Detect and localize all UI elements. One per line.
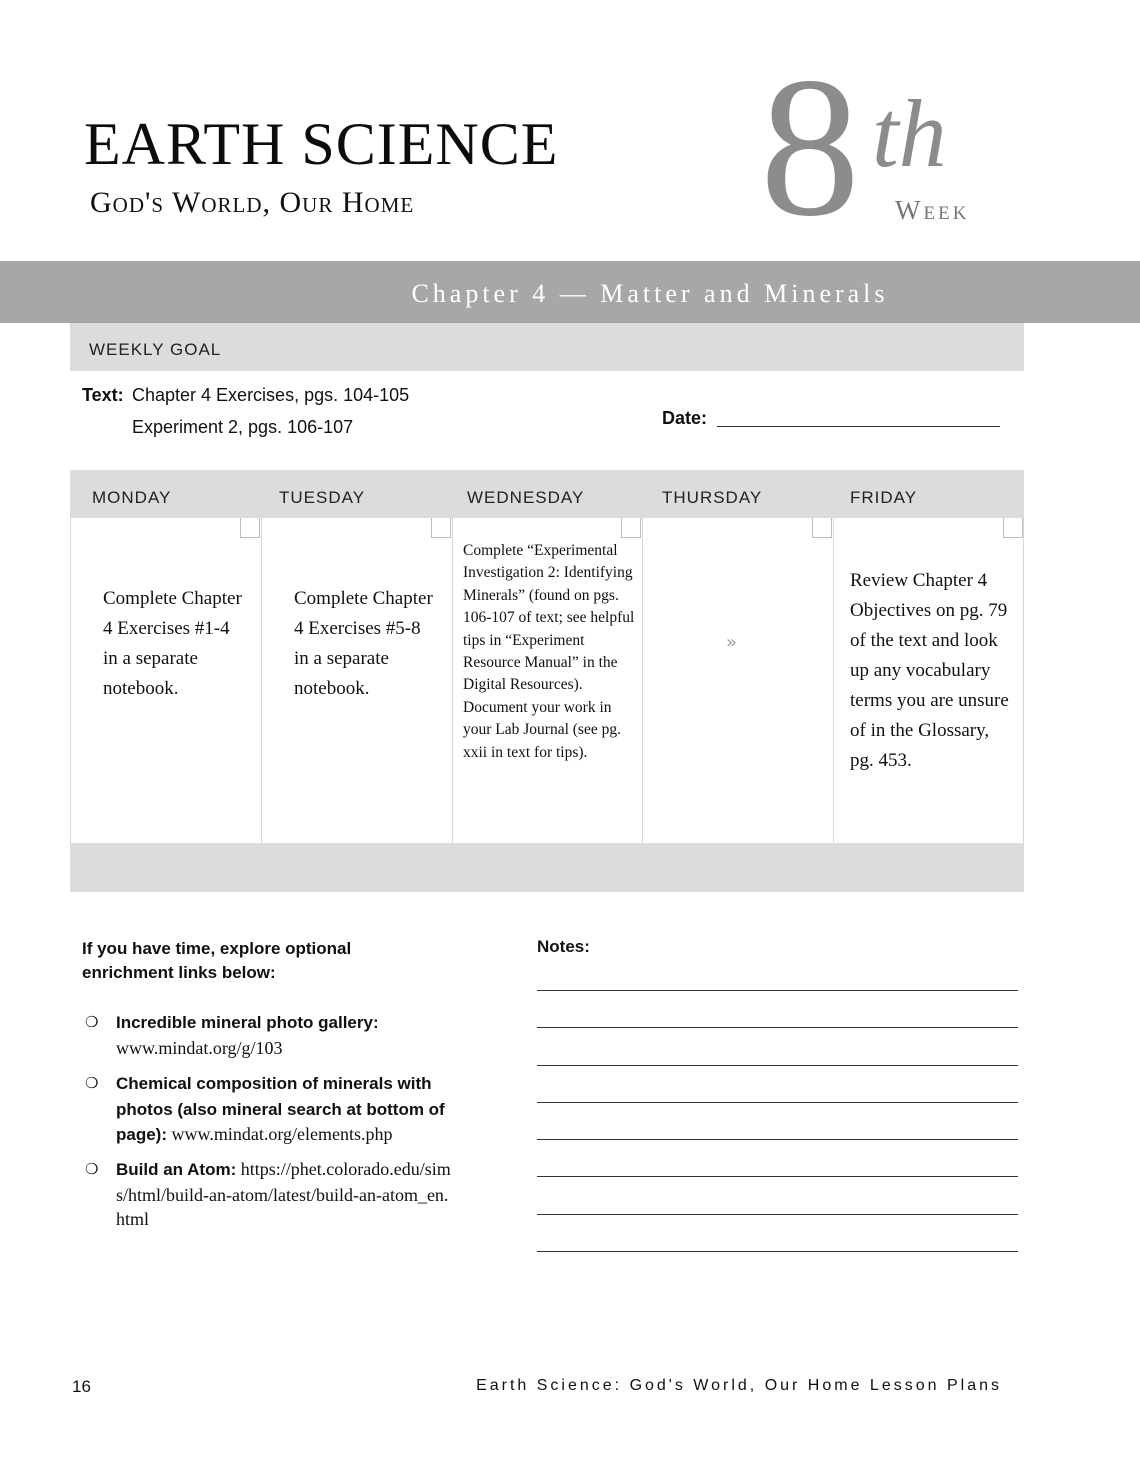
- circle-bullet-icon: ❍: [85, 1160, 99, 1178]
- wednesday-task: Complete “Experimental Investigation 2: Identifying Minerals” (found on pgs. 106-107 of text; see helpful tips in “Experiment Resource Manual” in the Digital Resources). Document your work in your Lab Journal (see pg. xxii in text for tips).: [463, 542, 635, 761]
- date-field[interactable]: [717, 426, 1000, 427]
- note-line[interactable]: [537, 1214, 1018, 1215]
- circle-bullet-icon: ❍: [85, 1013, 99, 1031]
- notes-label: Notes:: [537, 937, 590, 956]
- note-line[interactable]: [537, 1251, 1018, 1252]
- monday-task: Complete Chapter 4 Exercises #1-4 in a separate notebook.: [103, 588, 242, 699]
- date-label: Date:: [662, 408, 708, 428]
- page-subtitle: God's World, Our Home: [90, 186, 415, 219]
- week-suffix: th: [872, 80, 947, 187]
- checkbox-monday[interactable]: [240, 518, 260, 538]
- note-line[interactable]: [537, 1176, 1018, 1177]
- footer-book-title: Earth Science: God's World, Our Home Lesson Plans: [476, 1377, 1002, 1394]
- week-label: Week: [895, 195, 970, 225]
- enrichment-item-title: Build an Atom:: [116, 1160, 237, 1179]
- text-assignment-1: [132, 385, 409, 406]
- weekly-goal-label: WEEKLY GOAL: [89, 340, 222, 359]
- text-assignment-2: Experiment 2, pgs. 106-107: [132, 417, 354, 437]
- enrichment-item-link[interactable]: www.mindat.org/g/103: [116, 1037, 283, 1058]
- circle-bullet-icon: ❍: [85, 1074, 99, 1092]
- friday-task: Review Chapter 4 Objectives on pg. 79 of the text and look up any vocabulary terms you are unsure of in the Glossary, pg. 453.: [850, 570, 1009, 771]
- note-line[interactable]: [537, 1102, 1018, 1103]
- thursday-continue-icon: »: [726, 632, 738, 653]
- enrichment-item[interactable]: [85, 1010, 480, 1060]
- chapter-heading: [0, 279, 1140, 309]
- text-assignment-1-value: Chapter 4 Exercises, pgs. 104-105: [132, 385, 410, 405]
- day-name-monday: MONDAY: [92, 488, 172, 507]
- checkbox-friday[interactable]: [1003, 518, 1023, 538]
- enrichment-item-link[interactable]: https://phet.colorado.edu/sims/html/build-an-atom/latest/build-an-atom_en.html: [116, 1159, 451, 1229]
- enrichment-title: If you have time, explore optional enrichment links below:: [82, 939, 352, 982]
- day-name-wednesday: WEDNESDAY: [467, 488, 585, 507]
- note-line[interactable]: [537, 1027, 1018, 1028]
- text-label: Text:: [82, 385, 124, 405]
- note-line[interactable]: [537, 990, 1018, 991]
- checkbox-tuesday[interactable]: [431, 518, 451, 538]
- checkbox-wednesday[interactable]: [621, 518, 641, 538]
- day-cell-thursday: [642, 518, 833, 843]
- enrichment-item-title: Incredible mineral photo gallery:: [116, 1013, 379, 1032]
- day-name-friday: FRIDAY: [850, 488, 918, 507]
- page-number: 16: [72, 1377, 91, 1396]
- enrichment-item-link[interactable]: www.mindat.org/elements.php: [171, 1124, 393, 1144]
- enrichment-item[interactable]: [85, 1071, 480, 1148]
- day-name-thursday: THURSDAY: [662, 488, 763, 507]
- day-name-tuesday: TUESDAY: [279, 488, 366, 507]
- page-title: EARTH SCIENCE: [84, 111, 559, 177]
- enrichment-item-title: Chemical composition of minerals with photos (also mineral search at bottom of page):: [116, 1074, 445, 1144]
- enrichment-item[interactable]: [85, 1157, 480, 1232]
- checkbox-thursday[interactable]: [812, 518, 832, 538]
- week-number: 8: [760, 37, 860, 258]
- tuesday-task: Complete Chapter 4 Exercises #5-8 in a separate notebook.: [294, 588, 433, 699]
- chapter-heading-text: Chapter 4 — Matter and Minerals: [411, 279, 889, 308]
- schedule-footer-bar: [70, 843, 1024, 892]
- note-line[interactable]: [537, 1139, 1018, 1140]
- note-line[interactable]: [537, 1065, 1018, 1066]
